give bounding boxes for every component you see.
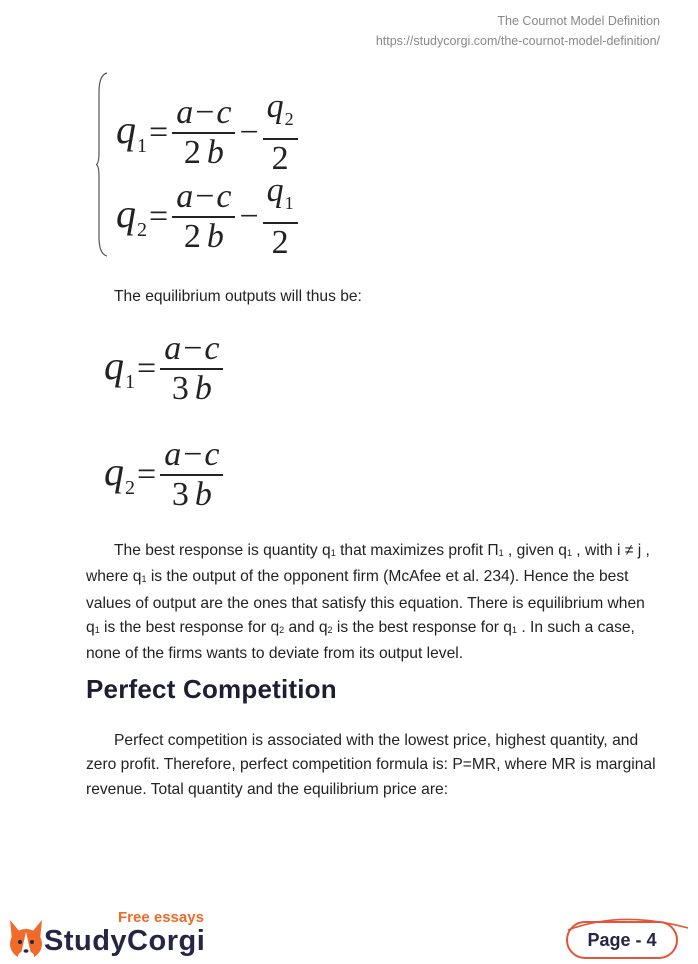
equation-q2-best-response: $q_2$ = $\frac{a-c}{2 b}$ − $\frac{q_1}{2}$ bbox=[116, 172, 300, 262]
source-url[interactable]: https://studycorgi.com/the-cournot-model-definition/ bbox=[375, 34, 660, 48]
page-number-badge: Page - 4 bbox=[566, 921, 678, 959]
document-title: The Cournot Model Definition bbox=[497, 14, 660, 28]
section-heading: Perfect Competition bbox=[86, 674, 337, 704]
equation-q1-equilibrium: $q_1$ = $\frac{a-c}{3 b}$ bbox=[104, 330, 225, 408]
left-brace bbox=[96, 72, 108, 257]
tagline-free-essays: Free essays bbox=[118, 909, 204, 926]
paragraph-equilibrium-intro: The equilibrium outputs will thus be: bbox=[114, 288, 362, 305]
equation-q1-best-response: $q_1$ = $\frac{a-c}{2 b}$ − $\frac{q_2}{2}$ bbox=[116, 88, 300, 178]
equation-q2-equilibrium: $q_2$ = $\frac{a-c}{3 b}$ bbox=[104, 436, 225, 514]
paragraph-perfect-competition: Perfect competition is associated with the lowest price, highest quantity, and zero profit. Therefore, perfect competition formula is: P=MR, where MR is marginal revenue. Total quantity and the equilibrium price are: bbox=[86, 732, 656, 798]
brand-name[interactable]: StudyCorgi bbox=[44, 925, 206, 957]
paragraph-best-response: The best response is quantity q1 that maximizes profit Π1 , given q1 , with i ≠ j , where q1 is the output of the opponent firm (McAfee et al. 234). Hence the best values of output are the ones that satisfy this equation. There is equilibrium when q1 is the best response for q2 and q2 is the best response for q1 . In such a case, none of the firms wants to deviate from its output level. bbox=[86, 542, 650, 663]
